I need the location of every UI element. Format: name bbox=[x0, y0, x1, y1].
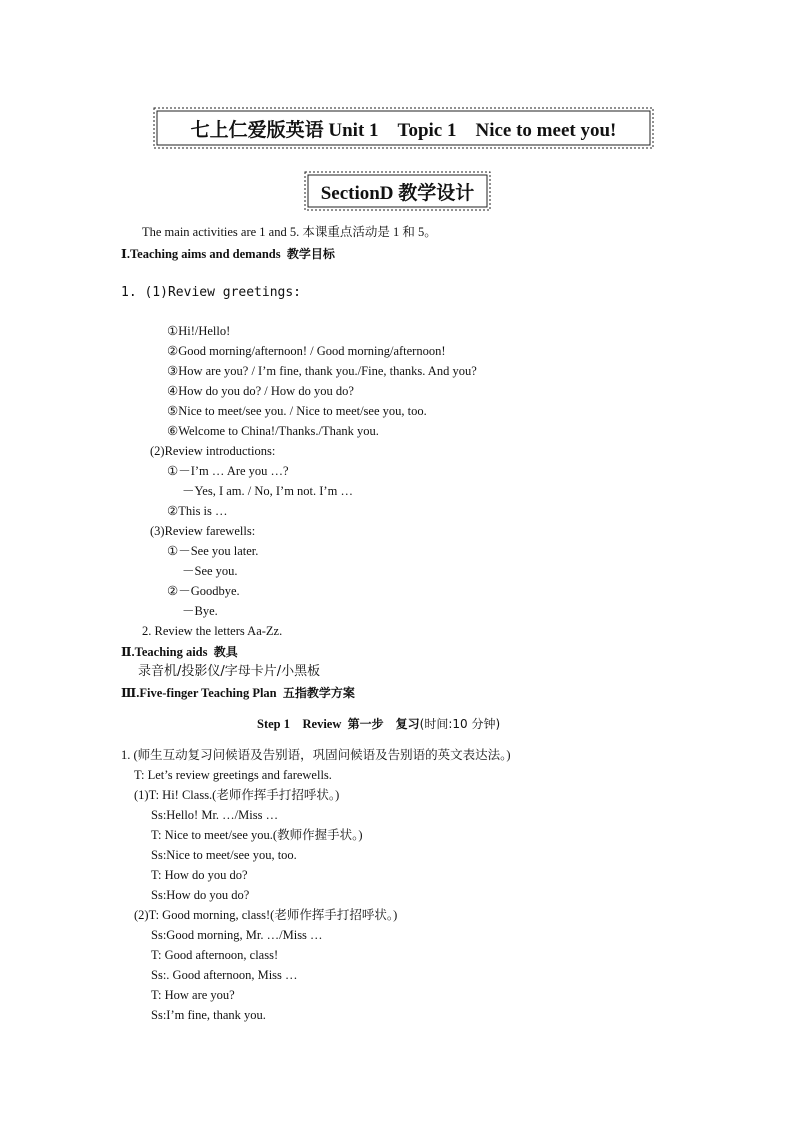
dialogue-line: Ss:How do you do? bbox=[151, 888, 250, 902]
teaching-aids-list: 录音机/投影仪/字母卡片/小黑板 bbox=[138, 664, 321, 679]
step-1-heading bbox=[257, 716, 500, 732]
section-1-title-en: Teaching aims and demands bbox=[129, 247, 281, 261]
section-3-title-en: Five-finger Teaching Plan bbox=[139, 686, 277, 700]
dialogue-line: Ss:I’m fine, thank you. bbox=[151, 1008, 266, 1022]
step-1-title-cn: 第一步 复习 bbox=[347, 717, 420, 731]
step-1-time: (时间:10 分钟) bbox=[419, 717, 501, 731]
dialogue-line: Ss:Hello! Mr. …/Miss … bbox=[151, 808, 279, 822]
teacher-line: T: Let’s review greetings and farewells. bbox=[134, 768, 332, 782]
greeting-line: ②Good morning/afternoon! / Good morning/afternoon! bbox=[167, 344, 446, 358]
section-2-number: Ⅱ. bbox=[121, 645, 135, 659]
section-2-heading bbox=[121, 644, 238, 660]
letters-review: 2. Review the letters Aa-Zz. bbox=[142, 624, 283, 638]
intro-text: The main activities are 1 and 5. 本课重点活动是 1 和 5。 bbox=[142, 225, 437, 239]
farewell-line: －See you. bbox=[182, 564, 238, 578]
dialogue-line: T: Good afternoon, class! bbox=[151, 948, 279, 962]
introduction-line: ②This is … bbox=[167, 504, 228, 518]
greeting-line: ③How are you? / I’m fine, thank you./Fine, thanks. And you? bbox=[167, 364, 477, 378]
farewell-line: －Bye. bbox=[182, 604, 218, 618]
section-3-title-cn: 五指教学方案 bbox=[282, 686, 355, 700]
greeting-line: ⑤Nice to meet/see you. / Nice to meet/see you, too. bbox=[167, 404, 427, 418]
step-1-item-1: 1. (师生互动复习问候语及告别语，巩固问候语及告别语的英文表达法。) bbox=[121, 748, 511, 762]
greeting-line: ④How do you do? / How do you do? bbox=[167, 384, 354, 398]
dialogue-part-1-heading: (1)T: Hi! Class.(老师作挥手打招呼状。) bbox=[134, 788, 340, 802]
farewell-line: ②－Goodbye. bbox=[167, 584, 240, 598]
dialogue-line: T: Nice to meet/see you.(教师作握手状。) bbox=[151, 828, 363, 842]
farewell-line: ①－See you later. bbox=[167, 544, 259, 558]
section-2-title-cn: 教具 bbox=[213, 645, 238, 659]
dialogue-part-2-heading: (2)T: Good morning, class!(老师作挥手打招呼状。) bbox=[134, 908, 398, 922]
introduction-line: ①－I’m … Are you …? bbox=[167, 464, 289, 478]
section-1-heading bbox=[121, 246, 335, 262]
step-1-title-en: Step 1 Review bbox=[257, 717, 342, 731]
document-title: 七上仁爱版英语 Unit 1 Topic 1 Nice to meet you! bbox=[190, 119, 617, 141]
title-box bbox=[153, 107, 654, 149]
greeting-line: ⑥Welcome to China!/Thanks./Thank you. bbox=[167, 424, 379, 438]
greeting-line: ①Hi!/Hello! bbox=[167, 324, 231, 338]
section-1-number: Ⅰ. bbox=[121, 247, 130, 261]
section-3-heading bbox=[121, 685, 355, 701]
section-2-title-en: Teaching aids bbox=[134, 645, 208, 659]
greetings-heading: 1. (1)Review greetings: bbox=[121, 285, 302, 300]
dialogue-line: T: How do you do? bbox=[151, 868, 248, 882]
dialogue-line: Ss:. Good afternoon, Miss … bbox=[151, 968, 298, 982]
section-3-number: Ⅲ. bbox=[121, 686, 140, 700]
dialogue-line: Ss:Good morning, Mr. …/Miss … bbox=[151, 928, 323, 942]
dialogue-line: T: How are you? bbox=[151, 988, 235, 1002]
document-subtitle: SectionD 教学设计 bbox=[320, 182, 475, 204]
introductions-heading: (2)Review introductions: bbox=[150, 444, 276, 458]
section-1-title-cn: 教学目标 bbox=[286, 247, 335, 261]
farewells-heading: (3)Review farewells: bbox=[150, 524, 256, 538]
introduction-line: －Yes, I am. / No, I’m not. I’m … bbox=[182, 484, 353, 498]
dialogue-line: Ss:Nice to meet/see you, too. bbox=[151, 848, 297, 862]
subtitle-box bbox=[304, 171, 491, 211]
